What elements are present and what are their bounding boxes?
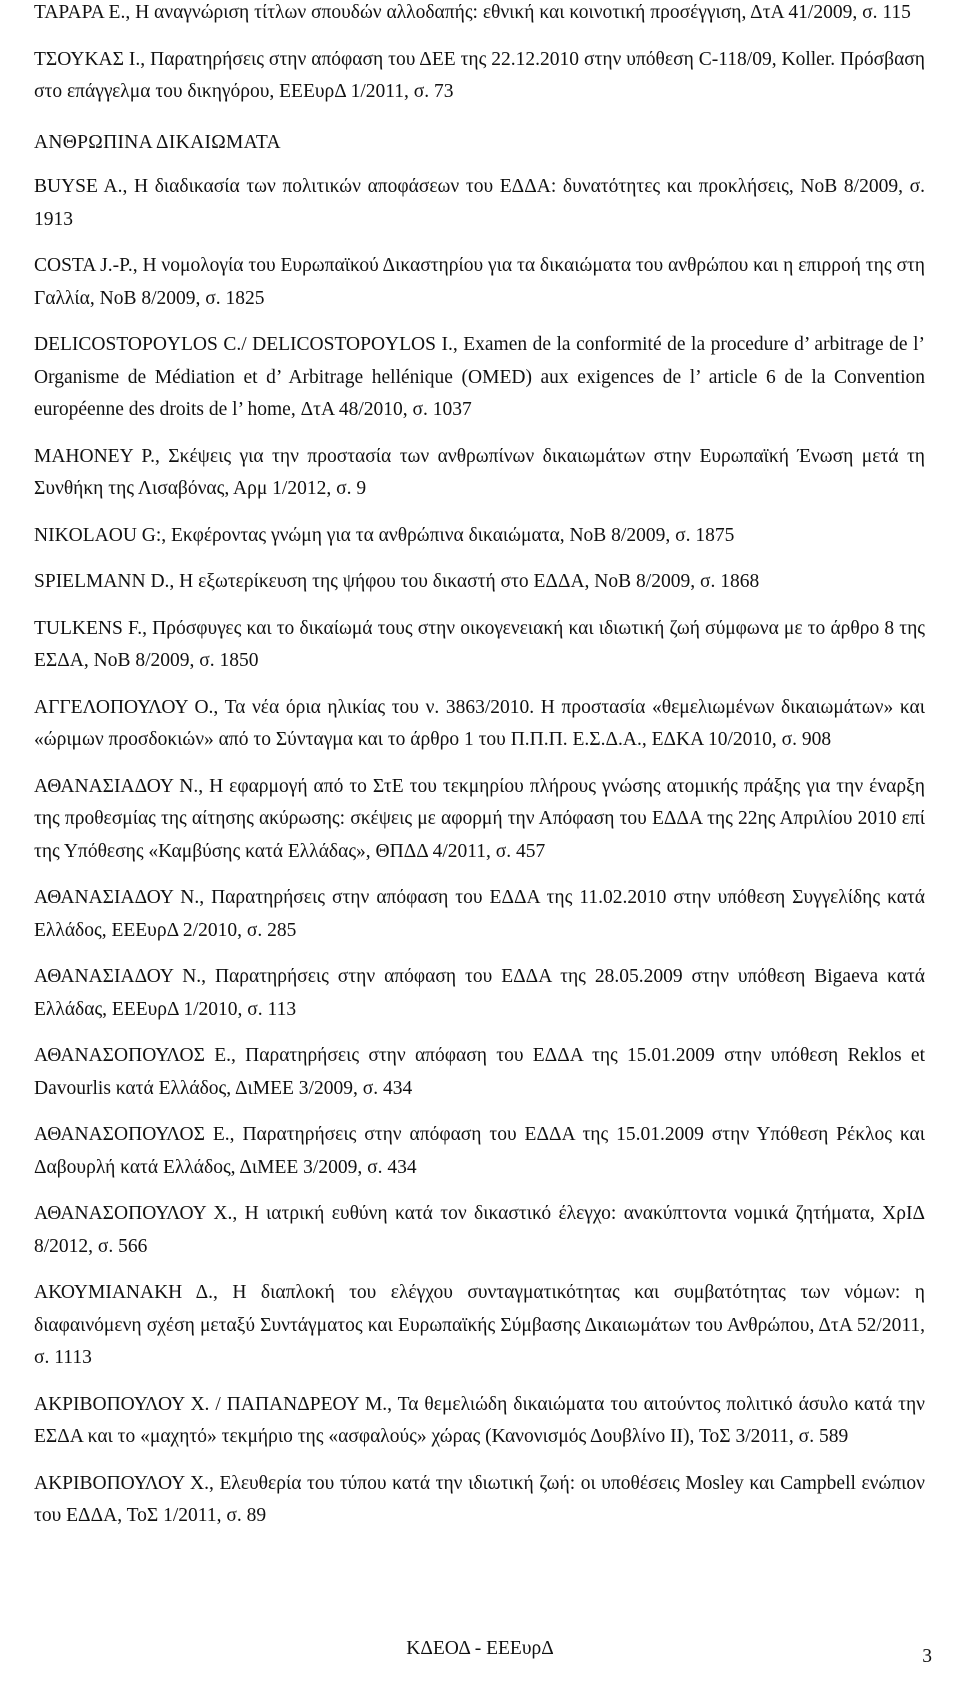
bibliography-entry: ΑΚΡΙΒΟΠΟΥΛΟΥ Χ. / ΠΑΠΑΝΔΡΕΟΥ Μ., Τα θεμελιώδη δικαιώματα του αιτούντος πολιτικό άσυλο κατά την ΕΣΔΑ και το «μαχητό» τεκμήριο της «ασφαλούς» χώρας (Κανονισμός Δουβλίνο ΙΙ), ΤοΣ 3/2011, σ. 589: [34, 1393, 925, 1447]
bibliography-entry: ΤΣΟΥΚΑΣ Ι., Παρατηρήσεις στην απόφαση του ΔΕΕ της 22.12.2010 στην υπόθεση C-118/09, Koller. Πρόσβαση στο επάγγελμα του δικηγόρου, ΕΕΕυρΔ 1/2011, σ. 73: [34, 48, 925, 102]
bibliography-entry: BUYSE A., Η διαδικασία των πολιτικών αποφάσεων του ΕΔΔΑ: δυνατότητες και προκλήσεις, ΝοΒ 8/2009, σ. 1913: [34, 176, 925, 230]
bibliography-entry: ΑΘΑΝΑΣΟΠΟΥΛΟΣ Ε., Παρατηρήσεις στην απόφαση του ΕΔΔΑ της 15.01.2009 στην υπόθεση Reklos et Davourlis κατά Ελλάδος, ΔιΜΕΕ 3/2009, σ. 434: [34, 1045, 925, 1099]
bibliography-entry: ΑΓΓΕΛΟΠΟΥΛΟΥ Ο., Τα νέα όρια ηλικίας του ν. 3863/2010. Η προστασία «θεμελιωμένων δικαιωμάτων» και «ώριμων προσδοκιών» από το Σύνταγμα και το άρθρο 1 του Π.Π.Π. Ε.Σ.Δ.Α., ΕΔΚΑ 10/2010, σ. 908: [34, 696, 925, 750]
footer-label: ΚΔΕΟΔ - ΕΕΕυρΔ: [406, 1638, 554, 1659]
bibliography-entry: ΤΑΡΑΡΑ Ε., Η αναγνώριση τίτλων σπουδών αλλοδαπής: εθνική και κοινοτική προσέγγιση, ΔτΑ 41/2009, σ. 115: [34, 2, 911, 23]
bibliography-entry: NIKOLAOU G:, Εκφέροντας γνώμη για τα ανθρώπινα δικαιώματα, ΝοΒ 8/2009, σ. 1875: [34, 524, 735, 546]
section-heading: ΑΝΘΡΩΠΙΝΑ ΔΙΚΑΙΩΜΑΤΑ: [34, 131, 281, 153]
bibliography-entry: ΑΘΑΝΑΣΙΑΔΟΥ Ν., Παρατηρήσεις στην απόφαση του ΕΔΔΑ της 28.05.2009 στην υπόθεση Bigaeva κατά Ελλάδας, ΕΕΕυρΔ 1/2010, σ. 113: [34, 966, 925, 1020]
bibliography-entry: MAHONEY P., Σκέψεις για την προστασία των ανθρωπίνων δικαιωμάτων στην Ευρωπαϊκή Ένωση μετά τη Συνθήκη της Λισαβόνας, Αρμ 1/2012, σ. 9: [34, 445, 925, 499]
bibliography-entry: ΑΘΑΝΑΣΙΑΔΟΥ Ν., Παρατηρήσεις στην απόφαση του ΕΔΔΑ της 11.02.2010 στην υπόθεση Συγγελίδης κατά Ελλάδος, ΕΕΕυρΔ 2/2010, σ. 285: [34, 887, 925, 941]
bibliography-entry: ΑΘΑΝΑΣΟΠΟΥΛΟΣ Ε., Παρατηρήσεις στην απόφαση του ΕΔΔΑ της 15.01.2009 στην Υπόθεση Ρέκλος και Δαβουρλή κατά Ελλάδος, ΔιΜΕΕ 3/2009, σ. 434: [34, 1124, 925, 1178]
page-footer: [0, 1632, 960, 1672]
bibliography-entry: DELICOSTOPOYLOS C./ DELICOSTOPOYLOS I., Examen de la conformité de la procedure d’ arbitrage de l’ Organisme de Médiation et d’ Arbitrage hellénique (OMED) aux exigences de l’ article 6 de la Convention européenne des droits de l’ home, ΔτΑ 48/2010, σ. 1037: [34, 334, 925, 420]
bibliography-entry: ΑΘΑΝΑΣΟΠΟΥΛΟΥ Χ., Η ιατρική ευθύνη κατά τον δικαστικό έλεγχο: ανακύπτοντα νομικά ζητήματα, ΧρΙΔ 8/2012, σ. 566: [34, 1203, 925, 1257]
bibliography-entry: ΑΚΟΥΜΙΑΝΑΚΗ Δ., Η διαπλοκή του ελέγχου συνταγματικότητας και συμβατότητας των νόμων: η διαφαινόμενη σχέση μεταξύ Συντάγματος και Ευρωπαϊκής Σύμβασης Δικαιωμάτων του Ανθρώπου, ΔτΑ 52/2011, σ. 1113: [34, 1282, 925, 1368]
bibliography-entry: TULKENS F., Πρόσφυγες και το δικαίωμά τους στην οικογενειακή και ιδιωτική ζωή σύμφωνα με το άρθρο 8 της ΕΣΔΑ, ΝοΒ 8/2009, σ. 1850: [34, 617, 925, 671]
bibliography-entry: SPIELMANN D., Η εξωτερίκευση της ψήφου του δικαστή στο ΕΔΔΑ, ΝοΒ 8/2009, σ. 1868: [34, 571, 760, 592]
bibliography-entry: ΑΚΡΙΒΟΠΟΥΛΟΥ Χ., Ελευθερία του τύπου κατά την ιδιωτική ζωή: οι υποθέσεις Mosley και Campbell ενώπιον του ΕΔΔΑ, ΤοΣ 1/2011, σ. 89: [34, 1472, 925, 1526]
page-number: 3: [922, 1646, 932, 1667]
bibliography-entry: ΑΘΑΝΑΣΙΑΔΟΥ Ν., Η εφαρμογή από το ΣτΕ του τεκμηρίου πλήρους γνώσης ατομικής πράξης για την έναρξη της προθεσμίας της αίτησης ακύρωσης: σκέψεις με αφορμή την Απόφαση του ΕΔΔΑ της 22ης Απριλίου 2010 επί της Υπόθεσης «Καμβύσης κατά Ελλάδας», ΘΠΔΔ 4/2011, σ. 457: [34, 775, 925, 862]
bibliography-entry: COSTA J.-P., Η νομολογία του Ευρωπαϊκού Δικαστηρίου για τα δικαιώματα του ανθρώπου και η επιρροή της στη Γαλλία, ΝοΒ 8/2009, σ. 1825: [34, 255, 925, 309]
